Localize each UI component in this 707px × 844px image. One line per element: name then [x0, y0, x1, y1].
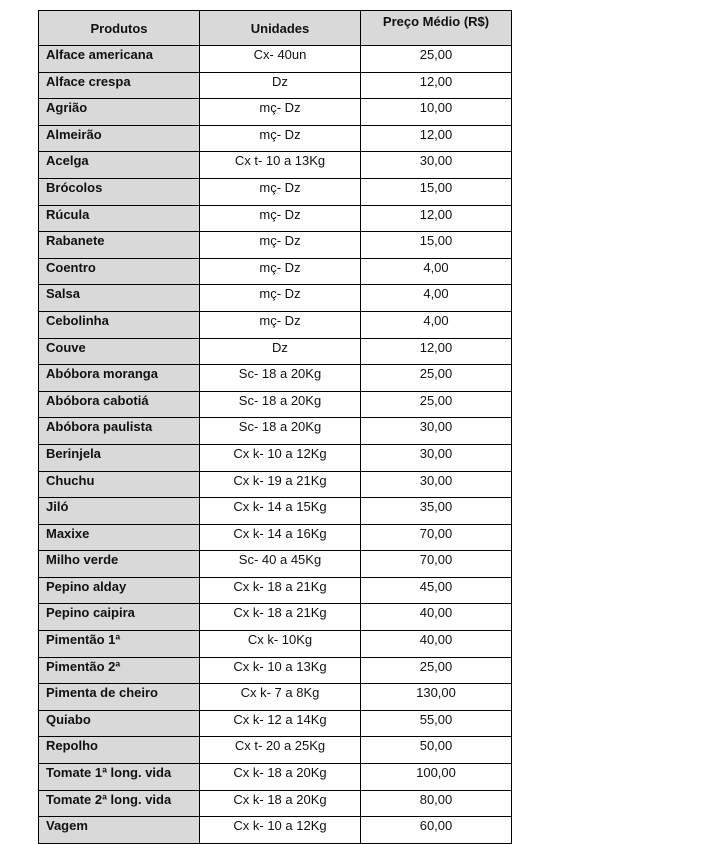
- unit-value: Cx k- 7 a 8Kg: [200, 684, 361, 711]
- unit-value: mç- Dz: [200, 178, 361, 205]
- unit-value: Cx k- 19 a 21Kg: [200, 471, 361, 498]
- price-value: 4,00: [361, 285, 512, 312]
- unit-value: Cx k- 18 a 21Kg: [200, 577, 361, 604]
- product-name: Abóbora cabotiá: [39, 391, 200, 418]
- price-value: 4,00: [361, 311, 512, 338]
- table-row: [39, 684, 512, 711]
- product-name: Alface americana: [39, 46, 200, 73]
- table-row: [39, 817, 512, 844]
- table-row: [39, 604, 512, 631]
- product-name: Maxixe: [39, 524, 200, 551]
- product-name: Cebolinha: [39, 311, 200, 338]
- table-row: [39, 551, 512, 578]
- product-name: Abóbora moranga: [39, 365, 200, 392]
- table-row: [39, 657, 512, 684]
- price-value: 30,00: [361, 418, 512, 445]
- product-name: Repolho: [39, 737, 200, 764]
- product-name: Abóbora paulista: [39, 418, 200, 445]
- product-name: Tomate 1ª long. vida: [39, 764, 200, 791]
- table-row: [39, 710, 512, 737]
- table-row: [39, 152, 512, 179]
- price-value: 35,00: [361, 498, 512, 525]
- table-row: [39, 178, 512, 205]
- table-row: [39, 311, 512, 338]
- price-value: 60,00: [361, 817, 512, 844]
- unit-value: Cx t- 20 a 25Kg: [200, 737, 361, 764]
- unit-value: Cx k- 10 a 12Kg: [200, 817, 361, 844]
- table-row: [39, 285, 512, 312]
- product-name: Vagem: [39, 817, 200, 844]
- product-name: Rúcula: [39, 205, 200, 232]
- product-name: Pepino alday: [39, 577, 200, 604]
- unit-value: Dz: [200, 338, 361, 365]
- product-name: Salsa: [39, 285, 200, 312]
- table-row: [39, 471, 512, 498]
- unit-value: Cx k- 14 a 16Kg: [200, 524, 361, 551]
- product-name: Brócolos: [39, 178, 200, 205]
- product-name: Pimentão 1ª: [39, 631, 200, 658]
- price-value: 40,00: [361, 631, 512, 658]
- unit-value: mç- Dz: [200, 311, 361, 338]
- unit-value: Cx k- 10 a 13Kg: [200, 657, 361, 684]
- unit-value: mç- Dz: [200, 205, 361, 232]
- price-table: [38, 10, 512, 844]
- header-row: [39, 11, 512, 46]
- product-name: Coentro: [39, 258, 200, 285]
- product-name: Acelga: [39, 152, 200, 179]
- price-value: 130,00: [361, 684, 512, 711]
- table-row: [39, 99, 512, 126]
- table-row: [39, 391, 512, 418]
- unit-value: Cx k- 14 a 15Kg: [200, 498, 361, 525]
- unit-value: mç- Dz: [200, 258, 361, 285]
- product-name: Pimenta de cheiro: [39, 684, 200, 711]
- table-row: [39, 418, 512, 445]
- table-row: [39, 232, 512, 259]
- unit-value: Cx k- 10 a 12Kg: [200, 444, 361, 471]
- product-name: Agrião: [39, 99, 200, 126]
- product-name: Jiló: [39, 498, 200, 525]
- price-value: 25,00: [361, 391, 512, 418]
- product-name: Rabanete: [39, 232, 200, 259]
- table-row: [39, 631, 512, 658]
- header-units: Unidades: [200, 11, 361, 46]
- price-value: 30,00: [361, 471, 512, 498]
- price-value: 12,00: [361, 338, 512, 365]
- header-products: Produtos: [39, 11, 200, 46]
- price-value: 55,00: [361, 710, 512, 737]
- table-body: [39, 46, 512, 844]
- price-value: 25,00: [361, 657, 512, 684]
- price-value: 70,00: [361, 551, 512, 578]
- price-value: 30,00: [361, 152, 512, 179]
- unit-value: Sc- 18 a 20Kg: [200, 391, 361, 418]
- unit-value: Sc- 18 a 20Kg: [200, 418, 361, 445]
- price-value: 70,00: [361, 524, 512, 551]
- product-name: Almeirão: [39, 125, 200, 152]
- price-value: 50,00: [361, 737, 512, 764]
- price-value: 10,00: [361, 99, 512, 126]
- unit-value: Sc- 18 a 20Kg: [200, 365, 361, 392]
- table-row: [39, 498, 512, 525]
- table-row: [39, 46, 512, 73]
- product-name: Pimentão 2ª: [39, 657, 200, 684]
- price-value: 12,00: [361, 72, 512, 99]
- table-row: [39, 338, 512, 365]
- table-row: [39, 258, 512, 285]
- table-row: [39, 764, 512, 791]
- unit-value: Cx k- 18 a 20Kg: [200, 764, 361, 791]
- product-name: Berinjela: [39, 444, 200, 471]
- product-name: Chuchu: [39, 471, 200, 498]
- price-value: 100,00: [361, 764, 512, 791]
- unit-value: mç- Dz: [200, 285, 361, 312]
- product-name: Alface crespa: [39, 72, 200, 99]
- header-average-price: Preço Médio (R$): [361, 11, 512, 46]
- price-value: 40,00: [361, 604, 512, 631]
- price-value: 12,00: [361, 205, 512, 232]
- price-value: 25,00: [361, 46, 512, 73]
- price-value: 12,00: [361, 125, 512, 152]
- table-row: [39, 790, 512, 817]
- table-row: [39, 737, 512, 764]
- table-row: [39, 125, 512, 152]
- product-name: Couve: [39, 338, 200, 365]
- unit-value: mç- Dz: [200, 232, 361, 259]
- unit-value: Cx- 40un: [200, 46, 361, 73]
- product-name: Pepino caipira: [39, 604, 200, 631]
- unit-value: Cx k- 12 a 14Kg: [200, 710, 361, 737]
- price-value: 80,00: [361, 790, 512, 817]
- product-name: Tomate 2ª long. vida: [39, 790, 200, 817]
- unit-value: Sc- 40 a 45Kg: [200, 551, 361, 578]
- price-value: 25,00: [361, 365, 512, 392]
- unit-value: mç- Dz: [200, 99, 361, 126]
- unit-value: mç- Dz: [200, 125, 361, 152]
- price-value: 4,00: [361, 258, 512, 285]
- price-value: 45,00: [361, 577, 512, 604]
- table-row: [39, 365, 512, 392]
- table-row: [39, 72, 512, 99]
- unit-value: Cx k- 18 a 21Kg: [200, 604, 361, 631]
- unit-value: Cx k- 10Kg: [200, 631, 361, 658]
- product-name: Milho verde: [39, 551, 200, 578]
- table-row: [39, 577, 512, 604]
- unit-value: Cx k- 18 a 20Kg: [200, 790, 361, 817]
- price-value: 15,00: [361, 178, 512, 205]
- product-name: Quiabo: [39, 710, 200, 737]
- unit-value: Cx t- 10 a 13Kg: [200, 152, 361, 179]
- table-row: [39, 205, 512, 232]
- price-value: 15,00: [361, 232, 512, 259]
- price-value: 30,00: [361, 444, 512, 471]
- table-row: [39, 524, 512, 551]
- unit-value: Dz: [200, 72, 361, 99]
- table-row: [39, 444, 512, 471]
